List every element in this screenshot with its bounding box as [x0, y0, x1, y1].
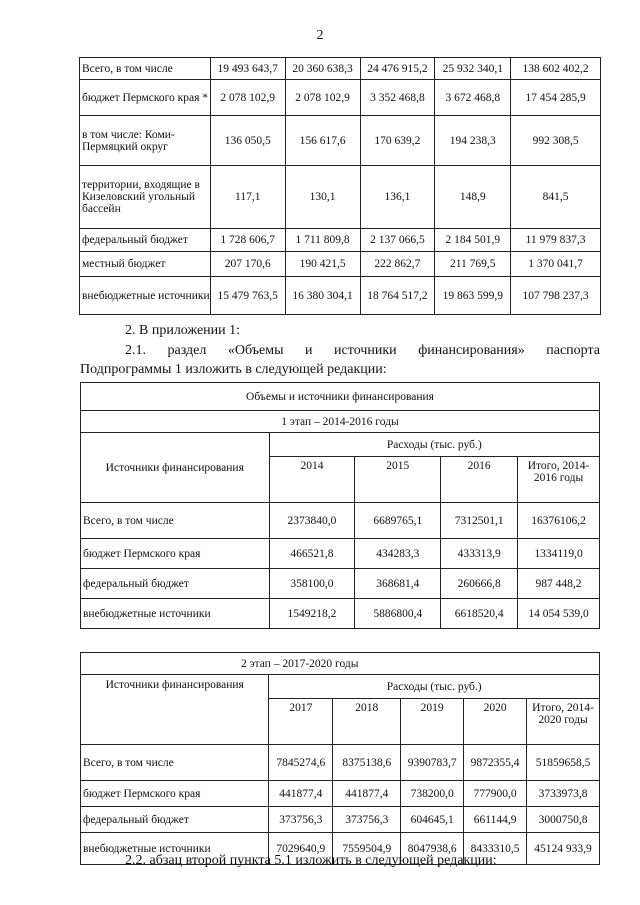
cell-value: 3 672 468,8 [435, 80, 511, 116]
row-label: бюджет Пермского края [81, 781, 269, 807]
table-row [81, 675, 600, 699]
cell-value: 441877,4 [333, 781, 401, 807]
stage-title: 2 этап – 2017-2020 годы [81, 653, 600, 675]
cell-value: 7029640,9 [269, 833, 333, 865]
cell-value: 190 421,5 [285, 252, 360, 277]
table-row [80, 116, 601, 166]
cell-value: 5886800,4 [355, 599, 441, 629]
cell-value: 11 979 837,3 [511, 229, 601, 252]
row-label: Всего, в том числе [81, 745, 269, 781]
stage-title: 1 этап – 2014-2016 годы [81, 411, 600, 433]
table-row [81, 503, 600, 539]
cell-value: 738200,0 [401, 781, 464, 807]
cell-value: 1549218,2 [269, 599, 355, 629]
cell-value: 15 479 763,5 [210, 277, 285, 315]
cell-value: 2 078 102,9 [285, 80, 360, 116]
cell-value: 8433310,5 [464, 833, 527, 865]
funding-table-stage2 [80, 652, 600, 865]
cell-value: 20 360 638,3 [285, 58, 360, 80]
expenses-header: Расходы (тыс. руб.) [269, 433, 599, 457]
row-label: бюджет Пермского края * [80, 80, 211, 116]
year-header: 2017 [269, 699, 333, 745]
year-header: 2014 [269, 457, 355, 503]
table-title: Объемы и источники финансирования [81, 383, 600, 411]
total-header: Итого, 2014-2020 годы [527, 699, 600, 745]
cell-value: 466521,8 [269, 539, 355, 569]
funding-table-top [79, 57, 601, 315]
table-row [80, 166, 601, 229]
row-label: Всего, в том числе [81, 503, 270, 539]
cell-value: 7845274,6 [269, 745, 333, 781]
total-header: Итого, 2014-2016 годы [518, 457, 600, 503]
table-row [81, 411, 600, 433]
paragraph-section-2-2: 2.2. абзац второй пункта 5.1 изложить в следующей редакции: [125, 853, 497, 868]
funding-table-stage1 [80, 382, 600, 629]
row-label: Всего, в том числе [80, 58, 211, 80]
expenses-header: Расходы (тыс. руб.) [269, 675, 600, 699]
table-row [80, 58, 601, 80]
cell-value: 434283,3 [355, 539, 441, 569]
table-row [81, 539, 600, 569]
cell-value: 7312501,1 [441, 503, 518, 539]
cell-value: 107 798 237,3 [511, 277, 601, 315]
row-label: внебюджетные источники [81, 833, 269, 865]
cell-value: 17 454 285,9 [511, 80, 601, 116]
cell-value: 3 352 468,8 [360, 80, 435, 116]
table-row [81, 781, 600, 807]
table-row [80, 252, 601, 277]
cell-value: 19 863 599,9 [435, 277, 511, 315]
cell-value: 358100,0 [269, 569, 355, 599]
row-label: федеральный бюджет [81, 569, 270, 599]
cell-value: 8375138,6 [333, 745, 401, 781]
source-header: Источники финансирования [81, 675, 269, 745]
cell-value: 6618520,4 [441, 599, 518, 629]
cell-value: 1 711 809,8 [285, 229, 360, 252]
cell-value: 117,1 [210, 166, 285, 229]
cell-value: 156 617,6 [285, 116, 360, 166]
table-row [81, 807, 600, 833]
cell-value: 3000750,8 [527, 807, 600, 833]
cell-value: 25 932 340,1 [435, 58, 511, 80]
cell-value: 45124 933,9 [527, 833, 600, 865]
cell-value: 373756,3 [333, 807, 401, 833]
table-row [81, 599, 600, 629]
cell-value: 433313,9 [441, 539, 518, 569]
cell-value: 373756,3 [269, 807, 333, 833]
cell-value: 1334119,0 [518, 539, 600, 569]
row-label: федеральный бюджет [80, 229, 211, 252]
row-label: бюджет Пермского края [81, 539, 270, 569]
cell-value: 16376106,2 [518, 503, 600, 539]
row-label: внебюджетные источники [81, 599, 270, 629]
page-number: 2 [316, 28, 324, 43]
cell-value: 170 639,2 [360, 116, 435, 166]
cell-value: 8047938,6 [401, 833, 464, 865]
cell-value: 992 308,5 [511, 116, 601, 166]
table-row [80, 80, 601, 116]
cell-value: 260666,8 [441, 569, 518, 599]
cell-value: 987 448,2 [518, 569, 600, 599]
cell-value: 222 862,7 [360, 252, 435, 277]
row-label: внебюджетные источники [80, 277, 211, 315]
cell-value: 6689765,1 [355, 503, 441, 539]
cell-value: 136,1 [360, 166, 435, 229]
cell-value: 24 476 915,2 [360, 58, 435, 80]
cell-value: 130,1 [285, 166, 360, 229]
cell-value: 2 078 102,9 [210, 80, 285, 116]
year-header: 2018 [333, 699, 401, 745]
cell-value: 368681,4 [355, 569, 441, 599]
row-label: территории, входящие в Кизеловский угольный бассейн [80, 166, 211, 229]
table-row [80, 229, 601, 252]
source-header: Источники финансирования [81, 433, 270, 503]
cell-value: 9390783,7 [401, 745, 464, 781]
cell-value: 18 764 517,2 [360, 277, 435, 315]
cell-value: 9872355,4 [464, 745, 527, 781]
cell-value: 194 238,3 [435, 116, 511, 166]
cell-value: 3733973,8 [527, 781, 600, 807]
cell-value: 148,9 [435, 166, 511, 229]
year-header: 2016 [441, 457, 518, 503]
cell-value: 211 769,5 [435, 252, 511, 277]
paragraph-appendix: 2. В приложении 1: [125, 323, 241, 338]
cell-value: 16 380 304,1 [285, 277, 360, 315]
row-label: в том числе: Коми-Пермяцкий округ [80, 116, 211, 166]
cell-value: 777900,0 [464, 781, 527, 807]
paragraph-section-line2: Подпрограммы 1 изложить в следующей редакции: [80, 362, 387, 377]
cell-value: 207 170,6 [210, 252, 285, 277]
row-label: федеральный бюджет [81, 807, 269, 833]
table-row [81, 745, 600, 781]
cell-value: 136 050,5 [210, 116, 285, 166]
table-row [81, 383, 600, 411]
year-header: 2019 [401, 699, 464, 745]
cell-value: 7559504,9 [333, 833, 401, 865]
cell-value: 2373840,0 [269, 503, 355, 539]
cell-value: 138 602 402,2 [511, 58, 601, 80]
cell-value: 19 493 643,7 [210, 58, 285, 80]
cell-value: 2 137 066,5 [360, 229, 435, 252]
table-row [80, 277, 601, 315]
cell-value: 1 728 606,7 [210, 229, 285, 252]
year-header: 2020 [464, 699, 527, 745]
cell-value: 441877,4 [269, 781, 333, 807]
cell-value: 1 370 041,7 [511, 252, 601, 277]
cell-value: 51859658,5 [527, 745, 600, 781]
cell-value: 14 054 539,0 [518, 599, 600, 629]
table-row [81, 433, 600, 457]
cell-value: 2 184 501,9 [435, 229, 511, 252]
cell-value: 661144,9 [464, 807, 527, 833]
paragraph-section-line1: 2.1. раздел «Объемы и источники финансирования» паспорта [125, 343, 600, 358]
table-row [81, 569, 600, 599]
cell-value: 604645,1 [401, 807, 464, 833]
row-label: местный бюджет [80, 252, 211, 277]
table-row [81, 653, 600, 675]
year-header: 2015 [355, 457, 441, 503]
cell-value: 841,5 [511, 166, 601, 229]
